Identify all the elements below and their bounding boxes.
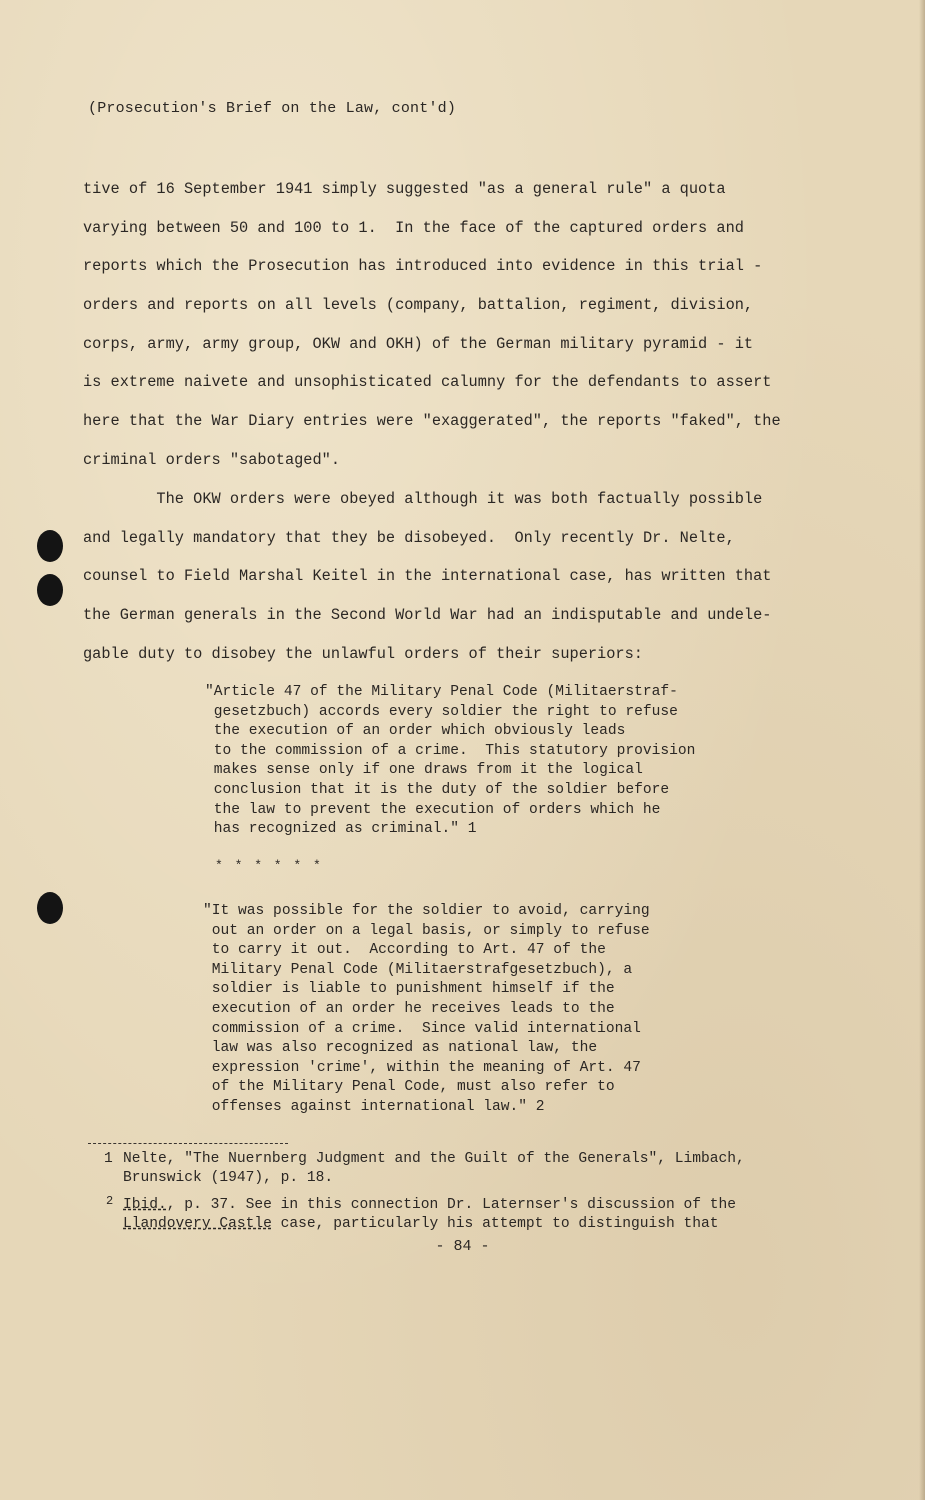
footnote-mark: 2 [106, 1194, 114, 1208]
block-quote-1 [205, 683, 695, 840]
quote-line: has recognized as criminal." 1 [205, 821, 477, 838]
punch-hole-bottom [37, 892, 63, 924]
quote-line: law was also recognized as national law, the [203, 1040, 598, 1057]
footnote-text: case, particularly his attempt to distinguish that [271, 1216, 719, 1232]
footnote-text: , p. 37. See in this connection Dr. Laternser's discussion of the [166, 1197, 737, 1213]
paragraph-line: corps, army, army group, OKW and OKH) of the German military pyramid - it [83, 334, 754, 353]
paragraph-1 [83, 170, 823, 480]
quote-line: the execution of an order which obviously leads [205, 723, 626, 740]
footnote-line: Brunswick (1947), p. 18. [123, 1170, 334, 1186]
quote-line: execution of an order he receives leads to the [203, 1000, 615, 1017]
block-quote-2 [203, 902, 650, 1118]
footnote-rule [88, 1143, 288, 1144]
running-title: (Prosecution's Brief on the Law, cont'd) [88, 100, 457, 117]
footnote-line: Nelte, "The Nuernberg Judgment and the Guilt of the Generals", Limbach, [123, 1151, 745, 1167]
footnote-mark: 1 [104, 1151, 113, 1167]
quote-line: makes sense only if one draws from it the logical [205, 762, 643, 779]
footnote-1 [80, 1150, 745, 1188]
quote-line: the law to prevent the execution of orders which he [205, 801, 661, 818]
footnote-line [80, 1196, 745, 1215]
case-name: Llandovery Castle [123, 1216, 272, 1232]
quote-line: expression 'crime', within the meaning of Art. 47 [203, 1059, 641, 1076]
paragraph-2 [83, 480, 823, 673]
quote-line: gesetzbuch) accords every soldier the right to refuse [205, 703, 678, 720]
page-edge-shadow [919, 0, 925, 1500]
paragraph-line: counsel to Field Marshal Keitel in the international case, has written that [83, 567, 772, 586]
footnote-2 [80, 1196, 745, 1234]
page-number: - 84 - [435, 1238, 490, 1255]
paragraph-line: the German generals in the Second World War had an indisputable and undele- [83, 606, 772, 625]
ibid-citation: Ibid. [123, 1197, 167, 1213]
footnotes [80, 1150, 745, 1242]
quote-line: to the commission of a crime. This statutory provision [205, 742, 696, 759]
quote-line: soldier is liable to punishment himself if the [203, 981, 615, 998]
quote-line: out an order on a legal basis, or simply to refuse [203, 922, 650, 939]
paragraph-line: is extreme naivete and unsophisticated calumny for the defendants to assert [83, 373, 772, 392]
paragraph-line: criminal orders "sabotaged". [83, 450, 341, 469]
section-separator: * * * * * * [215, 858, 323, 873]
paragraph-line: tive of 16 September 1941 simply suggested "as a general rule" a quota [83, 180, 726, 198]
quote-line: offenses against international law." 2 [203, 1098, 545, 1115]
paragraph-line: here that the War Diary entries were "exaggerated", the reports "faked", the [83, 412, 781, 431]
paragraph-line: gable duty to disobey the unlawful orders of their superiors: [83, 644, 643, 663]
punch-hole-middle [37, 574, 63, 606]
paragraph-line: varying between 50 and 100 to 1. In the face of the captured orders and [83, 218, 744, 237]
paragraph-line: reports which the Prosecution has introduced into evidence in this trial - [83, 257, 763, 276]
footnote-line [80, 1215, 745, 1234]
quote-line: commission of a crime. Since valid international [203, 1020, 641, 1037]
quote-line: conclusion that it is the duty of the soldier before [205, 781, 670, 798]
quote-line: Military Penal Code (Militaerstrafgesetzbuch), a [203, 961, 633, 978]
paragraph-line: and legally mandatory that they be disobeyed. Only recently Dr. Nelte, [83, 528, 735, 547]
quote-line: of the Military Penal Code, must also refer to [203, 1079, 615, 1096]
paragraph-line: The OKW orders were obeyed although it was both factually possible [83, 490, 763, 508]
quote-line: "Article 47 of the Military Penal Code (Militaerstraf- [205, 684, 678, 700]
quote-line: to carry it out. According to Art. 47 of the [203, 942, 606, 959]
quote-line: "It was possible for the soldier to avoid, carrying [203, 903, 650, 919]
paragraph-line: orders and reports on all levels (company, battalion, regiment, division, [83, 296, 754, 315]
punch-hole-top [37, 530, 63, 562]
